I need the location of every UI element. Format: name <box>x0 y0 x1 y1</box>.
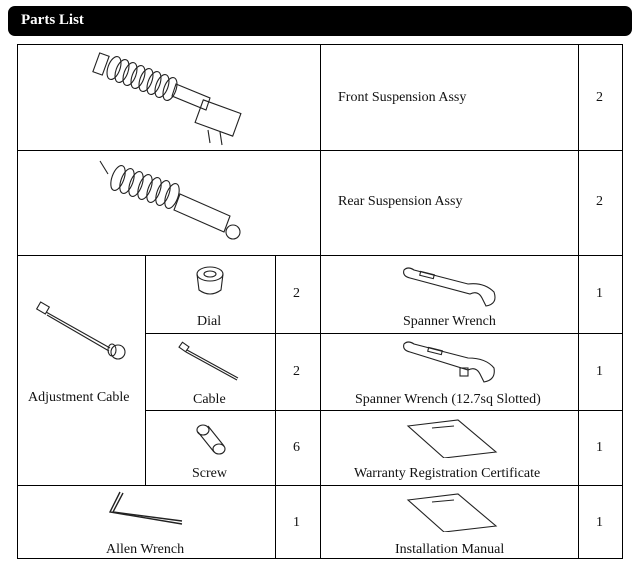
certificate-drawing <box>404 418 500 458</box>
installation-manual-label: Installation Manual <box>395 542 505 557</box>
front-suspension-qty: 2 <box>596 90 603 105</box>
spanner-wrench-drawing <box>398 264 508 310</box>
slotted-spanner-wrench-qty: 1 <box>596 364 603 379</box>
adjustment-cable-label: Adjustment Cable <box>28 390 130 405</box>
slotted-spanner-wrench-label: Spanner Wrench (12.7sq Slotted) <box>355 392 541 407</box>
warranty-certificate-qty: 1 <box>596 440 603 455</box>
allen-wrench-qty: 1 <box>293 515 300 530</box>
dial-qty: 2 <box>293 286 300 301</box>
screw-drawing <box>192 420 232 458</box>
dial-label: Dial <box>197 314 222 329</box>
screw-qty: 6 <box>293 440 300 455</box>
rear-suspension-qty: 2 <box>596 194 603 209</box>
front-suspension-label: Front Suspension Assy <box>338 90 467 105</box>
rear-suspension-label: Rear Suspension Assy <box>338 194 463 209</box>
dial-drawing <box>190 262 230 302</box>
front-suspension-assy-drawing <box>80 48 260 148</box>
spanner-wrench-qty: 1 <box>596 286 603 301</box>
manual-drawing <box>404 492 500 532</box>
rear-suspension-assy-drawing <box>90 156 260 251</box>
warranty-certificate-label: Warranty Registration Certificate <box>354 466 541 481</box>
screw-label: Screw <box>192 466 227 481</box>
installation-manual-qty: 1 <box>596 515 603 530</box>
spanner-wrench-label: Spanner Wrench <box>403 314 496 329</box>
adjustment-cable-drawing <box>32 298 132 368</box>
allen-wrench-drawing <box>104 488 188 530</box>
slotted-spanner-wrench-drawing <box>398 338 508 386</box>
cable-label: Cable <box>193 392 226 407</box>
parts-list-title: Parts List <box>21 12 84 28</box>
allen-wrench-label: Allen Wrench <box>106 542 185 557</box>
cable-drawing <box>176 340 246 385</box>
cable-qty: 2 <box>293 364 300 379</box>
